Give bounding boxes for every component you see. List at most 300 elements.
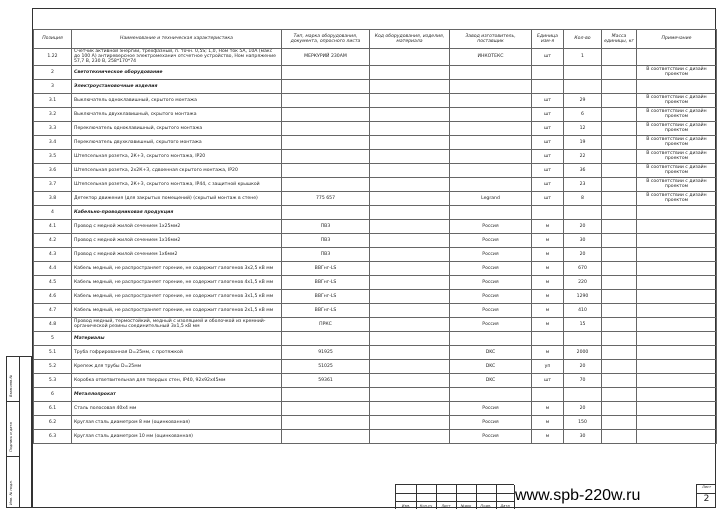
table-cell bbox=[602, 163, 637, 177]
stamp-label: Подп. bbox=[480, 504, 492, 508]
table-row bbox=[34, 149, 717, 163]
table-cell: 4 bbox=[34, 205, 72, 219]
table-cell: 19 bbox=[564, 135, 602, 149]
table-cell: шт bbox=[532, 107, 564, 121]
table-cell bbox=[602, 93, 637, 107]
table-cell: м bbox=[532, 219, 564, 233]
stamp-label: Кол.уч bbox=[419, 504, 433, 508]
table-cell bbox=[450, 205, 532, 219]
sheet-number: 2 bbox=[703, 494, 710, 504]
table-cell: м bbox=[532, 429, 564, 443]
table-cell: 20 bbox=[564, 401, 602, 415]
table-cell bbox=[637, 205, 717, 219]
table-cell: 22 bbox=[564, 149, 602, 163]
table-cell bbox=[602, 121, 637, 135]
table-cell bbox=[532, 65, 564, 79]
table-cell: Россия bbox=[450, 275, 532, 289]
table-cell: DKC bbox=[450, 345, 532, 359]
table-cell bbox=[532, 331, 564, 345]
table-cell: 20 bbox=[564, 359, 602, 373]
table-row bbox=[34, 261, 717, 275]
table-row bbox=[34, 65, 717, 79]
table-cell bbox=[370, 303, 450, 317]
table-cell: Россия bbox=[450, 303, 532, 317]
table-cell: Кабель медный, не распространяет горение, не содержит галогенов 4х1,5 кВ мм bbox=[72, 275, 282, 289]
table-cell bbox=[637, 275, 717, 289]
table-cell bbox=[450, 387, 532, 401]
table-cell: Штепсельная розетка, 2х2К+З, сдвоенная скрытого монтажа, IP20 bbox=[72, 163, 282, 177]
table-cell bbox=[370, 149, 450, 163]
table-row bbox=[34, 107, 717, 121]
table-cell: ПРКС bbox=[282, 317, 370, 331]
table-cell bbox=[637, 401, 717, 415]
table-cell bbox=[602, 345, 637, 359]
column-header: Позиция bbox=[34, 30, 72, 49]
table-cell bbox=[564, 65, 602, 79]
table-cell bbox=[637, 331, 717, 345]
table-cell: 2000 bbox=[564, 345, 602, 359]
table-cell: 15 bbox=[564, 317, 602, 331]
table-cell: Россия bbox=[450, 233, 532, 247]
table-cell: шт bbox=[532, 163, 564, 177]
table-cell bbox=[370, 121, 450, 135]
table-cell bbox=[282, 121, 370, 135]
table-cell bbox=[602, 79, 637, 93]
table-cell bbox=[637, 49, 717, 66]
table-cell bbox=[450, 79, 532, 93]
table-cell bbox=[370, 401, 450, 415]
table-cell bbox=[637, 219, 717, 233]
table-cell: 3.7 bbox=[34, 177, 72, 191]
table-cell bbox=[602, 415, 637, 429]
table-cell bbox=[450, 177, 532, 191]
table-cell: В соответствии с дизайн проектом bbox=[637, 93, 717, 107]
table-cell: 220 bbox=[564, 275, 602, 289]
table-cell: ИНКОТЕКС bbox=[450, 49, 532, 66]
table-cell bbox=[637, 345, 717, 359]
table-cell: Материалы bbox=[72, 331, 282, 345]
table-row bbox=[34, 121, 717, 135]
table-cell: шт bbox=[532, 149, 564, 163]
table-cell bbox=[602, 401, 637, 415]
table-cell: DKC bbox=[450, 359, 532, 373]
table-cell: шт bbox=[532, 121, 564, 135]
table-cell bbox=[602, 275, 637, 289]
table-cell: 6.2 bbox=[34, 415, 72, 429]
table-cell bbox=[450, 149, 532, 163]
table-cell bbox=[602, 177, 637, 191]
sheet-title: Лист bbox=[697, 485, 716, 494]
table-cell: 12 bbox=[564, 121, 602, 135]
table-cell: Труба гофрированная D=25мм, с протяжкой bbox=[72, 345, 282, 359]
table-header-row bbox=[34, 30, 717, 49]
table-cell bbox=[282, 177, 370, 191]
table-cell: Счетчик активной энергии, трехфазный, п. точн. 0,5S; 1,0, Ном ток 5А, 10А (макс до 100 А) антиреверсное электромеханич отсчетное устройство, Ном напряжение 57,7 В, 230 В, 258*170*74 bbox=[72, 49, 282, 66]
table-cell bbox=[282, 401, 370, 415]
table-cell bbox=[602, 303, 637, 317]
table-cell bbox=[532, 79, 564, 93]
table-cell bbox=[637, 79, 717, 93]
table-cell bbox=[637, 233, 717, 247]
table-cell: 6.1 bbox=[34, 401, 72, 415]
column-header: Завод изготовитель, поставщик bbox=[450, 30, 532, 49]
table-cell: 29 bbox=[564, 93, 602, 107]
table-cell: Переключатель одноклавишный, скрытого монтажа bbox=[72, 121, 282, 135]
table-cell: 30 bbox=[564, 233, 602, 247]
table-cell bbox=[602, 191, 637, 205]
table-row bbox=[34, 163, 717, 177]
table-cell: В соответствии с дизайн проектом bbox=[637, 191, 717, 205]
table-cell: м bbox=[532, 233, 564, 247]
table-cell bbox=[450, 93, 532, 107]
table-cell: м bbox=[532, 289, 564, 303]
table-cell bbox=[370, 289, 450, 303]
table-cell bbox=[564, 205, 602, 219]
table-row bbox=[34, 359, 717, 373]
table-cell: ВВГнг-LS bbox=[282, 275, 370, 289]
table-cell: В соответствии с дизайн проектом bbox=[637, 65, 717, 79]
table-cell bbox=[282, 163, 370, 177]
table-cell: Крепеж для трубы D=25мм bbox=[72, 359, 282, 373]
table-row bbox=[34, 233, 717, 247]
stamp-label: №док bbox=[460, 504, 472, 508]
table-row bbox=[34, 247, 717, 261]
table-cell: м bbox=[532, 261, 564, 275]
side-label-replace: Взам.инв.№ bbox=[9, 374, 13, 397]
table-cell bbox=[602, 135, 637, 149]
table-row bbox=[34, 289, 717, 303]
table-cell bbox=[370, 345, 450, 359]
table-cell: ПВЗ bbox=[282, 233, 370, 247]
table-cell: 30 bbox=[564, 429, 602, 443]
table-cell: 23 bbox=[564, 177, 602, 191]
table-cell: 2 bbox=[34, 65, 72, 79]
table-cell bbox=[602, 149, 637, 163]
table-cell bbox=[532, 205, 564, 219]
table-cell: 5.1 bbox=[34, 345, 72, 359]
table-cell bbox=[282, 149, 370, 163]
table-cell bbox=[450, 65, 532, 79]
table-cell bbox=[564, 79, 602, 93]
table-cell: м bbox=[532, 275, 564, 289]
table-cell: Провод с медной жилой сечением 1х25мм2 bbox=[72, 219, 282, 233]
table-cell: м bbox=[532, 415, 564, 429]
table-cell bbox=[282, 93, 370, 107]
table-cell bbox=[602, 289, 637, 303]
table-cell bbox=[282, 65, 370, 79]
table-cell: 3 bbox=[34, 79, 72, 93]
table-cell: 70 bbox=[564, 373, 602, 387]
table-cell: 150 bbox=[564, 415, 602, 429]
table-cell: 3.5 bbox=[34, 149, 72, 163]
table-cell: 51025 bbox=[282, 359, 370, 373]
table-cell: Кабель медный, не распространяет горение, не содержит галогенов 2х1,5 кВ мм bbox=[72, 303, 282, 317]
table-row bbox=[34, 345, 717, 359]
table-cell: 5.2 bbox=[34, 359, 72, 373]
table-cell: 5.3 bbox=[34, 373, 72, 387]
table-cell: В соответствии с дизайн проектом bbox=[637, 135, 717, 149]
table-cell: Россия bbox=[450, 289, 532, 303]
table-cell: 3.2 bbox=[34, 107, 72, 121]
table-cell: 59361 bbox=[282, 373, 370, 387]
table-cell bbox=[564, 387, 602, 401]
sheet-number-box bbox=[696, 484, 716, 508]
table-cell: Провод медный, термостойкий, медный с изоляцией и оболочкой из кремний-органической резины соединительный 3х1,5 кВ мм bbox=[72, 317, 282, 331]
table-cell bbox=[370, 93, 450, 107]
table-cell bbox=[370, 65, 450, 79]
table-cell bbox=[637, 373, 717, 387]
table-row bbox=[34, 93, 717, 107]
column-header: Примечание bbox=[637, 30, 717, 49]
table-cell bbox=[602, 49, 637, 66]
table-cell bbox=[370, 107, 450, 121]
table-cell: ВВГнг-LS bbox=[282, 289, 370, 303]
website-url[interactable]: www.spb-220w.ru bbox=[515, 487, 641, 504]
table-cell: Провод с медной жилой сечением 1х6мм2 bbox=[72, 247, 282, 261]
table-cell bbox=[602, 107, 637, 121]
table-cell: В соответствии с дизайн проектом bbox=[637, 163, 717, 177]
table-cell bbox=[637, 387, 717, 401]
table-cell bbox=[637, 415, 717, 429]
table-cell: Круглая сталь диаметром 10 мм (оцинкованная) bbox=[72, 429, 282, 443]
table-row bbox=[34, 331, 717, 345]
table-cell: ВВГнг-LS bbox=[282, 261, 370, 275]
table-row bbox=[34, 79, 717, 93]
table-cell bbox=[637, 289, 717, 303]
table-cell bbox=[450, 163, 532, 177]
table-cell bbox=[282, 205, 370, 219]
table-cell: 775 657 bbox=[282, 191, 370, 205]
table-cell: Переключатель двухклавишный, скрытого монтажа bbox=[72, 135, 282, 149]
table-row bbox=[34, 49, 717, 66]
table-cell: Выключатель двухклавишный, скрытого монтажа bbox=[72, 107, 282, 121]
table-cell bbox=[450, 331, 532, 345]
table-cell: м bbox=[532, 317, 564, 331]
table-cell: 3.3 bbox=[34, 121, 72, 135]
table-cell: шт bbox=[532, 373, 564, 387]
table-cell: 4.5 bbox=[34, 275, 72, 289]
table-row bbox=[34, 401, 717, 415]
table-cell bbox=[450, 121, 532, 135]
table-cell bbox=[282, 79, 370, 93]
table-cell bbox=[370, 415, 450, 429]
table-cell: Штепсельная розетка, 2К+З, скрытого монтажа, IP20 bbox=[72, 149, 282, 163]
table-cell: 5 bbox=[34, 331, 72, 345]
side-label-inventory: Инв. № подл. bbox=[9, 480, 13, 505]
table-cell: Электроустановочные изделия bbox=[72, 79, 282, 93]
table-cell: Россия bbox=[450, 429, 532, 443]
table-cell: Кабельно-проводниковая продукция bbox=[72, 205, 282, 219]
table-cell: шт bbox=[532, 49, 564, 66]
table-cell bbox=[370, 191, 450, 205]
table-cell: Круглая сталь диаметром 8 мм (оцинкованная) bbox=[72, 415, 282, 429]
side-label-signature: Подпись и дата bbox=[9, 422, 13, 452]
table-cell bbox=[602, 387, 637, 401]
table-cell bbox=[602, 233, 637, 247]
table-cell: 3.4 bbox=[34, 135, 72, 149]
table-cell: 20 bbox=[564, 247, 602, 261]
table-cell: Россия bbox=[450, 219, 532, 233]
table-cell bbox=[637, 317, 717, 331]
column-header: Кол-во bbox=[564, 30, 602, 49]
table-cell bbox=[282, 415, 370, 429]
table-cell: 3.1 bbox=[34, 93, 72, 107]
table-cell: 4.1 bbox=[34, 219, 72, 233]
table-cell bbox=[450, 107, 532, 121]
table-cell bbox=[602, 205, 637, 219]
table-cell: В соответствии с дизайн проектом bbox=[637, 177, 717, 191]
table-row bbox=[34, 429, 717, 443]
table-row bbox=[34, 373, 717, 387]
table-cell: 1290 bbox=[564, 289, 602, 303]
table-cell: 4.6 bbox=[34, 289, 72, 303]
table-cell: Legrand bbox=[450, 191, 532, 205]
table-cell bbox=[637, 247, 717, 261]
table-cell: В соответствии с дизайн проектом bbox=[637, 149, 717, 163]
table-cell: Детектор движения (для закрытых помещений) (скрытый монтаж в стене) bbox=[72, 191, 282, 205]
table-row bbox=[34, 317, 717, 331]
table-cell bbox=[370, 79, 450, 93]
table-cell: уп bbox=[532, 359, 564, 373]
table-cell: 4.4 bbox=[34, 261, 72, 275]
table-cell bbox=[370, 331, 450, 345]
table-row bbox=[34, 303, 717, 317]
side-divider bbox=[19, 357, 20, 507]
table-cell: 4.2 bbox=[34, 233, 72, 247]
table-cell bbox=[282, 429, 370, 443]
table-cell bbox=[602, 359, 637, 373]
stamp-grid bbox=[395, 484, 514, 509]
table-cell: 1 bbox=[564, 49, 602, 66]
table-cell: ВВГнг-LS bbox=[282, 303, 370, 317]
table-cell bbox=[370, 429, 450, 443]
table-cell: 6 bbox=[34, 387, 72, 401]
table-cell: Россия bbox=[450, 401, 532, 415]
table-cell bbox=[370, 219, 450, 233]
column-header: Наименование и техническая характеристика bbox=[72, 30, 282, 49]
table-cell bbox=[602, 317, 637, 331]
table-cell bbox=[637, 303, 717, 317]
table-cell bbox=[370, 135, 450, 149]
table-cell: шт bbox=[532, 177, 564, 191]
table-cell: 4.3 bbox=[34, 247, 72, 261]
table-cell bbox=[370, 247, 450, 261]
table-cell: 91925 bbox=[282, 345, 370, 359]
table-cell: 410 bbox=[564, 303, 602, 317]
table-cell: 4.8 bbox=[34, 317, 72, 331]
table-row bbox=[34, 135, 717, 149]
column-header: Масса единицы, кг bbox=[602, 30, 637, 49]
table-cell: 8 bbox=[564, 191, 602, 205]
table-cell: м bbox=[532, 345, 564, 359]
table-cell bbox=[370, 317, 450, 331]
table-cell bbox=[602, 261, 637, 275]
specification-table bbox=[33, 29, 717, 444]
table-cell: Кабель медный, не распространяет горение, не содержит галогенов 3х1,5 кВ мм bbox=[72, 289, 282, 303]
table-cell bbox=[282, 387, 370, 401]
table-cell: 3.8 bbox=[34, 191, 72, 205]
table-cell: МЕРКУРИЙ 230АМ bbox=[282, 49, 370, 66]
table-row bbox=[34, 177, 717, 191]
stamp-label: Изм. bbox=[401, 504, 411, 508]
table-cell: Провод с медной жилой сечением 1х16мм2 bbox=[72, 233, 282, 247]
table-cell bbox=[602, 429, 637, 443]
table-cell: м bbox=[532, 247, 564, 261]
table-cell: ПВЗ bbox=[282, 219, 370, 233]
column-header: Код оборудования, изделия, материала bbox=[370, 30, 450, 49]
table-cell: 6 bbox=[564, 107, 602, 121]
table-cell: 1.22 bbox=[34, 49, 72, 66]
table-cell bbox=[370, 387, 450, 401]
table-cell bbox=[637, 261, 717, 275]
table-cell bbox=[370, 359, 450, 373]
table-cell bbox=[370, 49, 450, 66]
table-cell bbox=[602, 65, 637, 79]
table-cell: Россия bbox=[450, 261, 532, 275]
table-cell: м bbox=[532, 303, 564, 317]
table-cell: Сталь полосовая 40х4 мм bbox=[72, 401, 282, 415]
table-row bbox=[34, 191, 717, 205]
table-cell bbox=[370, 373, 450, 387]
table-row bbox=[34, 219, 717, 233]
table-cell: 20 bbox=[564, 219, 602, 233]
table-row bbox=[34, 275, 717, 289]
table-cell: м bbox=[532, 401, 564, 415]
stamp-label: Лист bbox=[441, 504, 451, 508]
table-row bbox=[34, 205, 717, 219]
table-cell bbox=[602, 219, 637, 233]
table-cell bbox=[602, 247, 637, 261]
table-cell bbox=[282, 331, 370, 345]
table-cell: Россия bbox=[450, 415, 532, 429]
table-cell: 36 bbox=[564, 163, 602, 177]
column-header: Единица изм-я bbox=[532, 30, 564, 49]
table-cell bbox=[370, 261, 450, 275]
table-cell bbox=[637, 359, 717, 373]
table-cell bbox=[532, 387, 564, 401]
table-row bbox=[34, 415, 717, 429]
table-cell: Кабель медный, не распространяет горение, не содержит галогенов 3х2,5 кВ мм bbox=[72, 261, 282, 275]
table-cell: 6.3 bbox=[34, 429, 72, 443]
column-header: Тип, марка оборудования, документа, опросного листа bbox=[282, 30, 370, 49]
table-cell bbox=[602, 331, 637, 345]
table-cell: 670 bbox=[564, 261, 602, 275]
table-cell bbox=[370, 233, 450, 247]
table-cell bbox=[564, 331, 602, 345]
table-cell bbox=[370, 205, 450, 219]
table-cell: 4.7 bbox=[34, 303, 72, 317]
table-cell: Выключатель одноклавишный, скрытого монтажа bbox=[72, 93, 282, 107]
table-cell: Металлопрокат bbox=[72, 387, 282, 401]
table-cell: Штепсельная розетка, 2К+З, скрытого монтажа, IP44, с защитной крышкой bbox=[72, 177, 282, 191]
table-cell bbox=[282, 107, 370, 121]
table-row bbox=[34, 387, 717, 401]
table-cell: DKC bbox=[450, 373, 532, 387]
table-cell bbox=[450, 135, 532, 149]
stamp-label: Дата bbox=[500, 504, 510, 508]
table-cell bbox=[637, 429, 717, 443]
table-cell bbox=[602, 373, 637, 387]
table-cell: шт bbox=[532, 191, 564, 205]
table-cell bbox=[370, 163, 450, 177]
table-cell: В соответствии с дизайн проектом bbox=[637, 121, 717, 135]
drawing-sheet bbox=[32, 8, 716, 508]
side-stamp bbox=[6, 356, 32, 508]
table-cell: 3.6 bbox=[34, 163, 72, 177]
table-cell: ПВЗ bbox=[282, 247, 370, 261]
table-cell: Светотехническое оборудование bbox=[72, 65, 282, 79]
table-cell bbox=[282, 135, 370, 149]
